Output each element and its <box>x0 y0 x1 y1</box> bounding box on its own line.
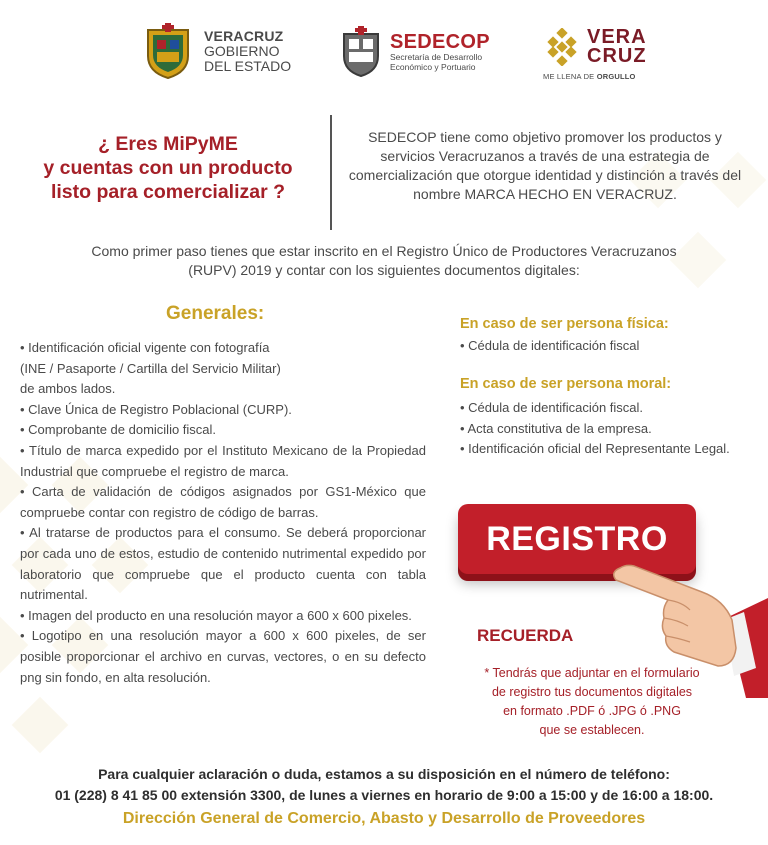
list-item: • Identificación oficial vigente con fotografía <box>20 340 270 355</box>
list-item: (INE / Pasaporte / Cartilla del Servicio Militar) <box>20 360 281 376</box>
brand-slogan <box>543 72 636 81</box>
note-line1: * Tendrás que adjuntar en el formulario <box>484 666 700 680</box>
question-line3: listo para comercializar ? <box>50 181 286 203</box>
generales-title: Generales: <box>166 303 265 324</box>
list-item: • Clave Única de Registro Poblacional (CURP). <box>20 401 292 417</box>
veracruz-coat-of-arms-icon <box>142 22 194 80</box>
list-item: • Al tratarse de productos para el consumo. Se deberá proporcionar por cada uno de estos, estudio de contenido nutrimental expedido por laboratorio que compruebe que el producto cuenta con tabla nutrimental. <box>20 525 426 603</box>
registro-button[interactable]: REGISTRO <box>458 504 696 574</box>
persona-fisica-list <box>460 336 750 357</box>
contact-line1: Para cualquier aclaración o duda, estamos a su disposición en el número de teléfono: <box>98 766 670 782</box>
slogan-bold: ORGULLO <box>596 72 636 81</box>
first-step-line2: (RUPV) 2019 y contar con los siguientes documentos digitales: <box>188 262 580 278</box>
contact-info <box>0 764 768 806</box>
list-item: de ambos lados. <box>20 381 116 397</box>
sedecop-sub2: Económico y Portuario <box>390 62 476 72</box>
list-item: • Identificación oficial del Representante Legal. <box>460 441 730 457</box>
veracruz-brand-logo <box>543 28 647 81</box>
list-item: • Comprobante de domicilio fiscal. <box>20 422 217 438</box>
mipyme-question <box>22 132 314 204</box>
list-item: • Imagen del producto en una resolución mayor a 600 x 600 pixeles. <box>20 607 412 623</box>
recuerda-title: RECUERDA <box>477 626 574 645</box>
gobierno-label: GOBIERNO <box>204 42 280 59</box>
persona-fisica-title: En caso de ser persona física: <box>460 316 669 332</box>
cruz-label: CRUZ <box>587 45 647 67</box>
list-item: • Logotipo en una resolución mayor a 600 x 600 pixeles, de ser posible proporcionar el archivo en curvas, vectores, o en su defecto png sin fondo, en alta resolución. <box>20 628 426 685</box>
recuerda-note <box>456 664 728 740</box>
note-line3: en formato .PDF ó .JPG ó .PNG <box>503 704 681 718</box>
slogan-prefix: ME LLENA DE <box>543 72 595 81</box>
question-line1: ¿ Eres MiPyME <box>98 133 238 155</box>
vertical-divider <box>330 115 332 230</box>
sedecop-objective: SEDECOP tiene como objetivo promover los productos y servicios Veracruzanos a través de una estrategia de comercialización que otorgue identidad y distinción a través del nombre MARCA HECHO EN VERACRUZ. <box>348 129 742 202</box>
list-item: • Carta de validación de códigos asignados por GS1-México que compruebe contar con registro de código de barras. <box>20 484 426 520</box>
persona-moral-title: En caso de ser persona moral: <box>460 376 672 392</box>
first-step-text <box>20 242 748 280</box>
note-line2: de registro tus documentos digitales <box>491 685 693 699</box>
del-estado-label: DEL ESTADO <box>204 57 292 74</box>
list-item: • Cédula de identificación fiscal. <box>460 400 644 415</box>
first-step-line1: Como primer paso tienes que estar inscrito en el Registro Único de Productores Veracruzanos <box>91 243 677 259</box>
persona-moral-list <box>460 398 750 460</box>
sedecop-logo <box>340 26 490 78</box>
question-line2: y cuentas con un producto <box>43 157 293 179</box>
vera-label: VERA <box>587 26 647 48</box>
veracruz-gobierno-logo <box>142 22 291 80</box>
list-item: • Acta constitutiva de la empresa. <box>460 420 652 436</box>
footer-title: Dirección General de Comercio, Abasto y Desarrollo de Proveedores <box>122 810 646 827</box>
veracruz-label: VERACRUZ <box>204 27 284 44</box>
list-item: • Título de marca expedido por el Instituto Mexicano de la Propiedad Industrial que compruebe el registro de marca. <box>20 442 426 479</box>
veracruz-brand-pattern-icon <box>543 28 581 66</box>
sedecop-shield-icon <box>340 26 382 78</box>
sedecop-name: SEDECOP <box>390 31 490 53</box>
list-item: • Cédula de identificación fiscal <box>460 338 640 353</box>
generales-list <box>20 338 426 688</box>
note-line4: que se establecen. <box>539 723 645 737</box>
sedecop-sub1: Secretaría de Desarrollo <box>390 52 483 62</box>
contact-phone-line: 01 (228) 8 41 85 00 extensión 3300, de lunes a viernes en horario de 9:00 a 15:00 y de 16:00 a 18:00. <box>54 787 714 803</box>
